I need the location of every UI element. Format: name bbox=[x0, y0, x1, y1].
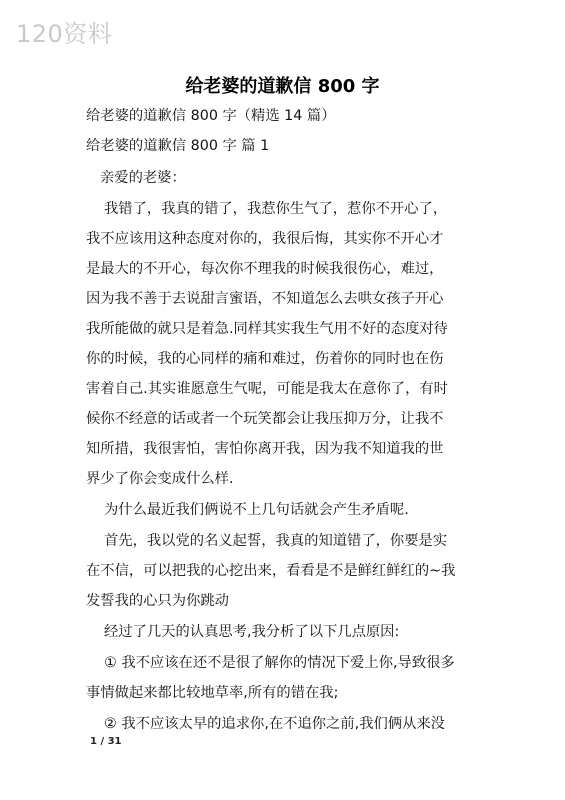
salutation: 亲爱的老婆： bbox=[100, 170, 186, 186]
paragraph-line: ② 我不应该太早的追求你,在不追你之前,我们俩从来没 bbox=[104, 716, 445, 732]
page-number: 1 / 31 bbox=[90, 736, 122, 747]
paragraph-line: 因为我不善于去说甜言蜜语，不知道怎么去哄女孩子开心 bbox=[86, 291, 444, 307]
paragraph-line: 界少了你会变成什么样. bbox=[86, 471, 234, 487]
section-heading: 给老婆的道歉信 800 字 篇 1 bbox=[86, 138, 270, 154]
paragraph-line: 你的时候，我的心同样的痛和难过，伤着你的同时也在伤 bbox=[86, 351, 444, 367]
paragraph-line: 在不信，可以把我的心挖出来，看看是不是鲜红鲜红的~我 bbox=[86, 563, 456, 579]
paragraph-line: ① 我不应该在还不是很了解你的情况下爱上你,导致很多 bbox=[104, 655, 455, 671]
paragraph-line: 发誓我的心只为你跳动 bbox=[86, 593, 229, 609]
paragraph-line: 经过了几天的认真思考,我分析了以下几点原因: bbox=[104, 624, 400, 640]
paragraph-line: 是最大的不开心，每次你不理我的时候我很伤心，难过， bbox=[86, 261, 444, 277]
document-title: 给老婆的道歉信 800 字 bbox=[185, 76, 380, 97]
paragraph-line: 首先，我以党的名义起誓，我真的知道错了，你要是实 bbox=[104, 533, 448, 549]
paragraph-line: 事情做起来都比较地草率,所有的错在我; bbox=[86, 685, 339, 701]
paragraph-line: 我所能做的就只是着急.同样其实我生气用不好的态度对待 bbox=[86, 321, 448, 337]
paragraph-line: 害着自己.其实谁愿意生气呢，可能是我太在意你了，有时 bbox=[86, 381, 448, 397]
document-subtitle: 给老婆的道歉信 800 字（精选 14 篇） bbox=[86, 108, 336, 124]
paragraph-line: 为什么最近我们俩说不上几句话就会产生矛盾呢. bbox=[104, 502, 409, 518]
watermark-logo: 120资料 bbox=[16, 20, 113, 48]
paragraph-line: 我不应该用这种态度对你的，我很后悔，其实你不开心才 bbox=[86, 231, 444, 247]
paragraph-line: 知所措，我很害怕，害怕你离开我，因为我不知道我的世 bbox=[86, 441, 444, 457]
paragraph-line: 我错了，我真的错了，我惹你生气了，惹你不开心了， bbox=[104, 201, 448, 217]
paragraph-line: 候你不经意的话或者一个玩笑都会让我压抑万分，让我不 bbox=[86, 411, 444, 427]
